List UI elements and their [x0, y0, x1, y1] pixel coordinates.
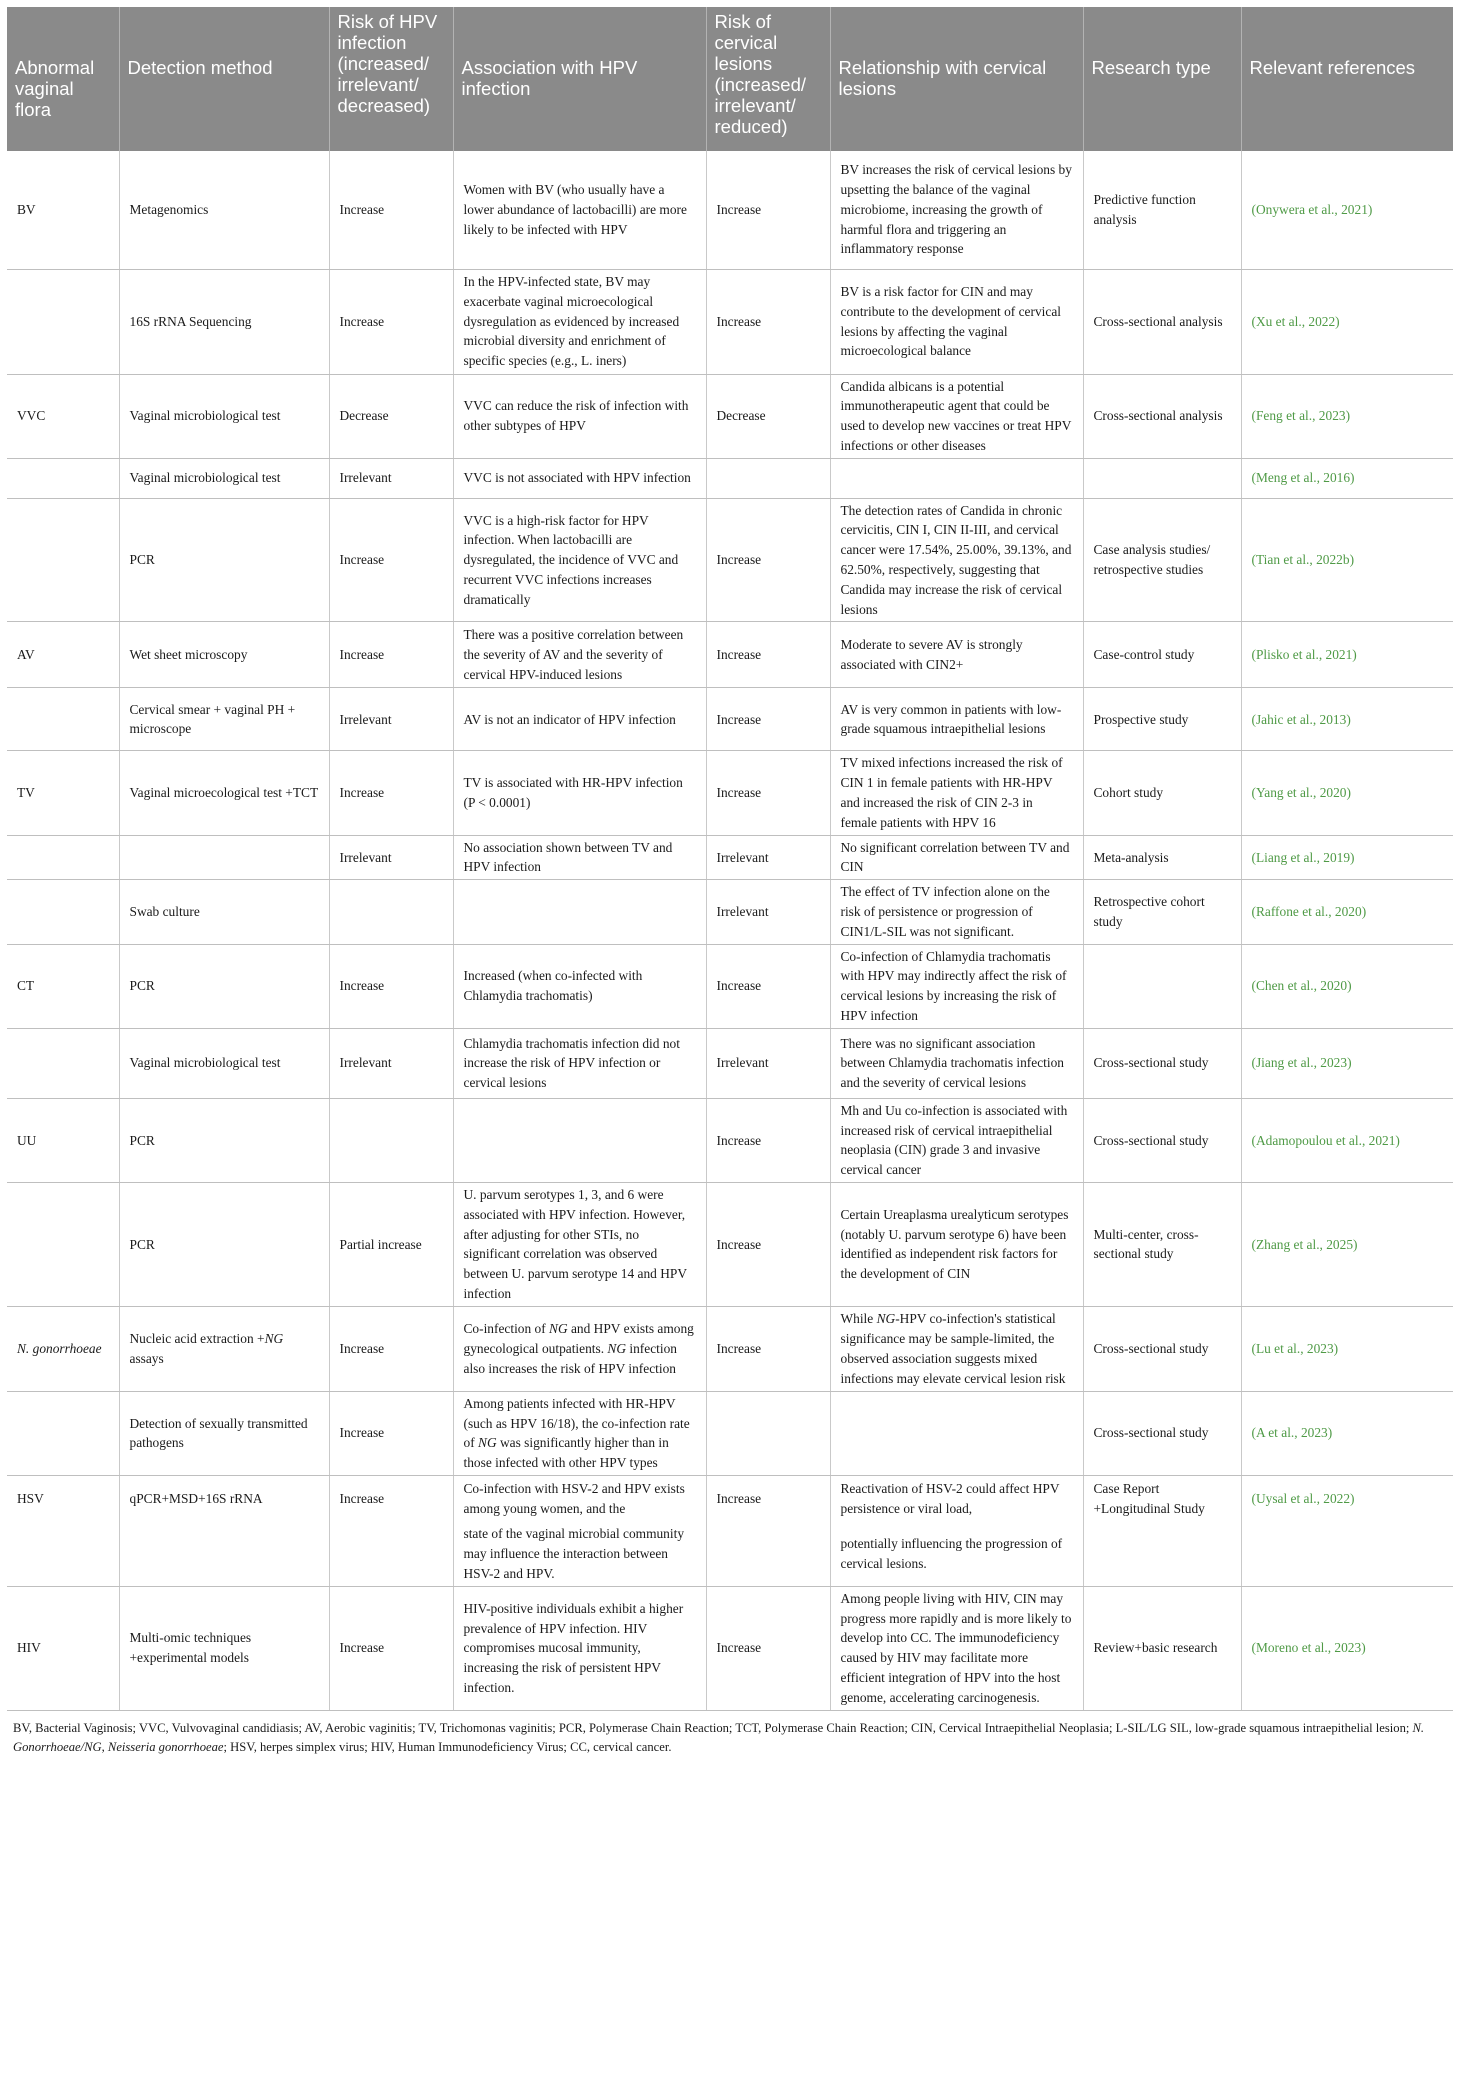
flora-cell: BV: [7, 151, 119, 269]
hpv-association-cell: [453, 1098, 706, 1182]
hpv-risk-cell: Increase: [329, 751, 453, 835]
lesion-relationship-cell: [830, 1391, 1083, 1475]
research-type-cell: [1083, 1522, 1241, 1586]
table-row: [7, 835, 1453, 880]
research-type-cell: Meta-analysis: [1083, 835, 1241, 880]
hpv-association-cell: state of the vaginal microbial community may influence the interaction between HSV-2 and HPV.: [453, 1522, 706, 1586]
research-type-cell: Cross-sectional study: [1083, 1306, 1241, 1391]
method-cell: Wet sheet microscopy: [119, 622, 329, 688]
reference-cell[interactable]: (Raffone et al., 2020): [1241, 880, 1453, 944]
header-cell: Risk of HPV infection (increased/ irrelevant/ decreased): [329, 7, 453, 151]
lesion-relationship-cell: The detection rates of Candida in chronic cervicitis, CIN I, CIN II-III, and cervical cancer were 17.54%, 25.00%, 39.13%, and 62.50%, respectively, suggesting that Candida may increase the risk of cervical lesions: [830, 498, 1083, 622]
table-row: [7, 458, 1453, 498]
table-row: [7, 374, 1453, 458]
lesion-risk-cell: Increase: [706, 1475, 830, 1522]
flora-table: [7, 7, 1453, 1711]
table-row: [7, 1475, 1453, 1522]
hpv-association-cell: Co-infection with HSV-2 and HPV exists among young women, and the: [453, 1475, 706, 1522]
flora-cell: CT: [7, 944, 119, 1028]
lesion-risk-cell: Increase: [706, 944, 830, 1028]
research-type-cell: Cross-sectional study: [1083, 1098, 1241, 1182]
lesion-relationship-cell: No significant correlation between TV and CIN: [830, 835, 1083, 880]
reference-cell[interactable]: (Jiang et al., 2023): [1241, 1028, 1453, 1098]
lesion-relationship-cell: potentially influencing the progression of cervical lesions.: [830, 1522, 1083, 1586]
header-cell: Risk of cervical lesions (increased/ irrelevant/ reduced): [706, 7, 830, 151]
research-type-cell: Cross-sectional analysis: [1083, 374, 1241, 458]
research-type-cell: Cross-sectional study: [1083, 1391, 1241, 1475]
method-cell: qPCR+MSD+16S rRNA: [119, 1475, 329, 1522]
table-row: [7, 1522, 1453, 1586]
lesion-risk-cell: Decrease: [706, 374, 830, 458]
lesion-risk-cell: Increase: [706, 1586, 830, 1710]
table-row: [7, 1028, 1453, 1098]
header-cell: Relationship with cervical lesions: [830, 7, 1083, 151]
flora-cell: TV: [7, 751, 119, 835]
hpv-association-cell: There was a positive correlation between the severity of AV and the severity of cervical HPV-induced lesions: [453, 622, 706, 688]
research-type-cell: Predictive function analysis: [1083, 151, 1241, 269]
hpv-risk-cell: [329, 880, 453, 944]
table-row: [7, 880, 1453, 944]
header-row: [7, 7, 1453, 151]
hpv-association-cell: [453, 880, 706, 944]
reference-cell[interactable]: (Xu et al., 2022): [1241, 269, 1453, 374]
method-cell: Vaginal microbiological test: [119, 374, 329, 458]
table-footnote: BV, Bacterial Vaginosis; VVC, Vulvovaginal candidiasis; AV, Aerobic vaginitis; TV, Trichomonas vaginitis; PCR, Polymerase Chain Reaction; TCT, Polymerase Chain Reaction; CIN, Cervical Intraepithelial Neoplasia; L-SIL/LG SIL, low-grade squamous intraepithelial lesion; N. Gonorrhoeae/NG, Neisseria gonorrhoeae; HSV, herpes simplex virus; HIV, Human Immunodeficiency Virus; CC, cervical cancer.: [13, 1720, 1425, 1754]
table-row: [7, 1306, 1453, 1391]
header-cell: Association with HPV infection: [453, 7, 706, 151]
header-cell: Detection method: [119, 7, 329, 151]
research-type-cell: Review+basic research: [1083, 1586, 1241, 1710]
hpv-association-cell: AV is not an indicator of HPV infection: [453, 688, 706, 751]
hpv-association-cell: TV is associated with HR-HPV infection (P < 0.0001): [453, 751, 706, 835]
flora-cell: HIV: [7, 1586, 119, 1710]
research-type-cell: Case-control study: [1083, 622, 1241, 688]
lesion-risk-cell: Increase: [706, 751, 830, 835]
flora-cell: [7, 1183, 119, 1307]
flora-cell: [7, 835, 119, 880]
lesion-relationship-cell: There was no significant association between Chlamydia trachomatis infection and the severity of cervical lesions: [830, 1028, 1083, 1098]
hpv-association-cell: Among patients infected with HR-HPV (such as HPV 16/18), the co-infection rate of NG was significantly higher than in those infected with other HPV types: [453, 1391, 706, 1475]
hpv-risk-cell: Irrelevant: [329, 1028, 453, 1098]
hpv-risk-cell: Increase: [329, 1586, 453, 1710]
hpv-risk-cell: Irrelevant: [329, 458, 453, 498]
lesion-risk-cell: Increase: [706, 688, 830, 751]
lesion-risk-cell: [706, 1391, 830, 1475]
hpv-association-cell: VVC is a high-risk factor for HPV infection. When lactobacilli are dysregulated, the incidence of VVC and recurrent VVC infections increases dramatically: [453, 498, 706, 622]
hpv-risk-cell: Irrelevant: [329, 835, 453, 880]
table-row: [7, 1098, 1453, 1182]
lesion-risk-cell: Irrelevant: [706, 835, 830, 880]
lesion-risk-cell: Irrelevant: [706, 880, 830, 944]
flora-cell: [7, 880, 119, 944]
reference-cell[interactable]: (Plisko et al., 2021): [1241, 622, 1453, 688]
table-row: [7, 269, 1453, 374]
lesion-relationship-cell: Mh and Uu co-infection is associated with increased risk of cervical intraepithelial neoplasia (CIN) grade 3 and invasive cervical cancer: [830, 1098, 1083, 1182]
hpv-association-cell: In the HPV-infected state, BV may exacerbate vaginal microecological dysregulation as evidenced by increased microbial diversity and enrichment of specific species (e.g., L. iners): [453, 269, 706, 374]
research-type-cell: Cohort study: [1083, 751, 1241, 835]
reference-cell[interactable]: (A et al., 2023): [1241, 1391, 1453, 1475]
hpv-association-cell: HIV-positive individuals exhibit a higher prevalence of HPV infection. HIV compromises mucosal immunity, increasing the risk of persistent HPV infection.: [453, 1586, 706, 1710]
lesion-risk-cell: Increase: [706, 1306, 830, 1391]
lesion-risk-cell: Increase: [706, 498, 830, 622]
flora-cell: [7, 688, 119, 751]
table-row: [7, 688, 1453, 751]
reference-cell[interactable]: (Uysal et al., 2022): [1251, 1491, 1355, 1507]
research-type-cell: [1083, 458, 1241, 498]
flora-cell: [7, 1391, 119, 1475]
lesion-risk-cell: [706, 458, 830, 498]
hpv-risk-cell: Partial increase: [329, 1183, 453, 1307]
reference-cell[interactable]: (Zhang et al., 2025): [1241, 1183, 1453, 1307]
reference-cell[interactable]: (Liang et al., 2019): [1241, 835, 1453, 880]
research-type-cell: [1083, 944, 1241, 1028]
method-cell: [119, 1522, 329, 1586]
hpv-association-cell: Chlamydia trachomatis infection did not increase the risk of HPV infection or cervical lesions: [453, 1028, 706, 1098]
flora-cell: [7, 498, 119, 622]
lesion-relationship-cell: Certain Ureaplasma urealyticum serotypes (notably U. parvum serotype 6) have been identified as independent risk factors for the development of CIN: [830, 1183, 1083, 1307]
hpv-risk-cell: Irrelevant: [329, 688, 453, 751]
method-cell: Swab culture: [119, 880, 329, 944]
hpv-association-cell: VVC can reduce the risk of infection with other subtypes of HPV: [453, 374, 706, 458]
lesion-risk-cell: Increase: [706, 622, 830, 688]
flora-cell: [7, 458, 119, 498]
lesion-relationship-cell: Candida albicans is a potential immunotherapeutic agent that could be used to develop new vaccines or treat HPV infections or other diseases: [830, 374, 1083, 458]
method-cell: Detection of sexually transmitted pathogens: [119, 1391, 329, 1475]
reference-cell[interactable]: (Chen et al., 2020): [1241, 944, 1453, 1028]
hpv-association-cell: No association shown between TV and HPV infection: [453, 835, 706, 880]
hpv-risk-cell: [329, 1522, 453, 1586]
lesion-relationship-cell: Reactivation of HSV-2 could affect HPV persistence or viral load,: [830, 1475, 1083, 1522]
table-row: [7, 1183, 1453, 1307]
method-cell: Multi-omic techniques +experimental models: [119, 1586, 329, 1710]
research-type-cell: Prospective study: [1083, 688, 1241, 751]
reference-cell[interactable]: (Meng et al., 2016): [1241, 458, 1453, 498]
table-row: [7, 1391, 1453, 1475]
method-cell: PCR: [119, 1098, 329, 1182]
hpv-risk-cell: Increase: [329, 622, 453, 688]
lesion-risk-cell: Irrelevant: [706, 1028, 830, 1098]
hpv-risk-cell: [329, 1098, 453, 1182]
reference-cell[interactable]: (Lu et al., 2023): [1241, 1306, 1453, 1391]
research-type-cell: Retrospective cohort study: [1083, 880, 1241, 944]
header-cell: Abnormal vaginal flora: [7, 7, 119, 151]
flora-cell: N. gonorrhoeae: [7, 1306, 119, 1391]
hpv-association-cell: Women with BV (who usually have a lower abundance of lactobacilli) are more likely to be infected with HPV: [453, 151, 706, 269]
reference-cell[interactable]: (Adamopoulou et al., 2021): [1241, 1098, 1453, 1182]
research-type-cell: Cross-sectional analysis: [1083, 269, 1241, 374]
table-row: [7, 622, 1453, 688]
lesion-relationship-cell: TV mixed infections increased the risk of CIN 1 in female patients with HR-HPV and increased the risk of CIN 2-3 in female patients with HPV 16: [830, 751, 1083, 835]
lesion-relationship-cell: BV is a risk factor for CIN and may contribute to the development of cervical lesions by affecting the vaginal microecological balance: [830, 269, 1083, 374]
reference-cell[interactable]: (Jahic et al., 2013): [1241, 688, 1453, 751]
table-row: [7, 498, 1453, 622]
lesion-relationship-cell: [830, 458, 1083, 498]
hpv-association-cell: Increased (when co-infected with Chlamydia trachomatis): [453, 944, 706, 1028]
hpv-risk-cell: Increase: [329, 1475, 453, 1522]
hpv-association-cell: VVC is not associated with HPV infection: [453, 458, 706, 498]
lesion-relationship-cell: AV is very common in patients with low-grade squamous intraepithelial lesions: [830, 688, 1083, 751]
research-type-cell: Case Report +Longitudinal Study: [1083, 1475, 1241, 1522]
method-cell: Metagenomics: [119, 151, 329, 269]
flora-cell: [7, 1522, 119, 1586]
method-cell: Vaginal microbiological test: [119, 458, 329, 498]
method-cell: 16S rRNA Sequencing: [119, 269, 329, 374]
lesion-risk-cell: Increase: [706, 269, 830, 374]
hpv-risk-cell: Increase: [329, 944, 453, 1028]
flora-cell: [7, 1028, 119, 1098]
lesion-relationship-cell: Among people living with HIV, CIN may progress more rapidly and is more likely to develop into CC. The immunodeficiency caused by HIV may facilitate more efficient integration of HPV into the host genome, accelerating carcinogenesis.: [830, 1586, 1083, 1710]
hpv-association-cell: U. parvum serotypes 1, 3, and 6 were associated with HPV infection. However, after adjusting for other STIs, no significant correlation was observed between U. parvum serotype 14 and HPV infection: [453, 1183, 706, 1307]
table-row: [7, 1586, 1453, 1710]
lesion-relationship-cell: The effect of TV infection alone on the risk of persistence or progression of CIN1/L-SIL was not significant.: [830, 880, 1083, 944]
lesion-risk-cell: [706, 1522, 830, 1586]
flora-cell: AV: [7, 622, 119, 688]
method-cell: Vaginal microbiological test: [119, 1028, 329, 1098]
lesion-risk-cell: Increase: [706, 151, 830, 269]
table-container: [7, 7, 1453, 1757]
flora-cell: HSV: [7, 1475, 119, 1522]
method-cell: Nucleic acid extraction +NG assays: [119, 1306, 329, 1391]
hpv-risk-cell: Increase: [329, 1306, 453, 1391]
reference-cell[interactable]: (Moreno et al., 2023): [1241, 1586, 1453, 1710]
method-cell: Vaginal microecological test +TCT: [119, 751, 329, 835]
method-cell: Cervical smear + vaginal PH + microscope: [119, 688, 329, 751]
hpv-risk-cell: Increase: [329, 1391, 453, 1475]
hpv-risk-cell: Increase: [329, 498, 453, 622]
reference-cell[interactable]: (Yang et al., 2020): [1241, 751, 1453, 835]
hpv-association-cell: Co-infection of NG and HPV exists among gynecological outpatients. NG infection also increases the risk of HPV infection: [453, 1306, 706, 1391]
lesion-relationship-cell: Moderate to severe AV is strongly associated with CIN2+: [830, 622, 1083, 688]
reference-cell: [1241, 1522, 1453, 1586]
reference-cell[interactable]: (Tian et al., 2022b): [1241, 498, 1453, 622]
flora-cell: UU: [7, 1098, 119, 1182]
method-cell: PCR: [119, 1183, 329, 1307]
hpv-risk-cell: Increase: [329, 269, 453, 374]
method-cell: [119, 835, 329, 880]
table-row: [7, 751, 1453, 835]
research-type-cell: Multi-center, cross-sectional study: [1083, 1183, 1241, 1307]
hpv-risk-cell: Decrease: [329, 374, 453, 458]
lesion-relationship-cell: Co-infection of Chlamydia trachomatis with HPV may indirectly affect the risk of cervical lesions by increasing the risk of HPV infection: [830, 944, 1083, 1028]
table-row: [7, 944, 1453, 1028]
table-row: [7, 151, 1453, 269]
lesion-risk-cell: Increase: [706, 1098, 830, 1182]
header-cell: Research type: [1083, 7, 1241, 151]
flora-cell: VVC: [7, 374, 119, 458]
hpv-risk-cell: Increase: [329, 151, 453, 269]
research-type-cell: Cross-sectional study: [1083, 1028, 1241, 1098]
lesion-relationship-cell: BV increases the risk of cervical lesions by upsetting the balance of the vaginal microbiome, increasing the growth of harmful flora and triggering an inflammatory response: [830, 151, 1083, 269]
method-cell: PCR: [119, 944, 329, 1028]
method-cell: PCR: [119, 498, 329, 622]
reference-cell[interactable]: (Feng et al., 2023): [1241, 374, 1453, 458]
lesion-risk-cell: Increase: [706, 1183, 830, 1307]
reference-cell[interactable]: (Onywera et al., 2021): [1241, 151, 1453, 269]
research-type-cell: Case analysis studies/ retrospective studies: [1083, 498, 1241, 622]
flora-cell: [7, 269, 119, 374]
header-cell: Relevant references: [1241, 7, 1453, 151]
lesion-relationship-cell: While NG-HPV co-infection's statistical significance may be sample-limited, the observed association suggests mixed infections may elevate cervical lesion risk: [830, 1306, 1083, 1391]
